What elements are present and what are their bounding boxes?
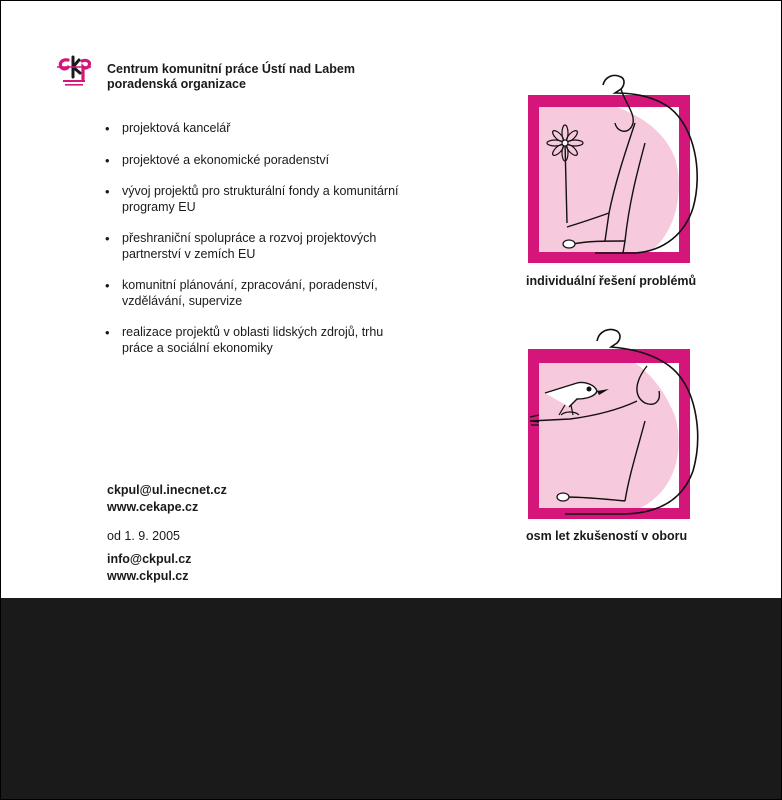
service-item: • vývoj projektů pro strukturální fondy a komunitární programy EU	[105, 184, 415, 215]
valid-from-date: od 1. 9. 2005	[107, 529, 180, 543]
organization-subtitle: poradenská organizace	[107, 77, 246, 91]
web-link-old[interactable]: www.cekape.cz	[107, 500, 199, 514]
caption-bottom: osm let zkušeností v oboru	[526, 529, 688, 543]
service-item: • komunitní plánování, zpracování, poradenství, vzdělávání, supervize	[105, 278, 415, 309]
leaflet-page	[1, 1, 781, 598]
ckp-logo-icon	[54, 55, 94, 91]
organization-name: Centrum komunitní práce Ústí nad Labem	[107, 62, 355, 76]
service-item: • projektová kancelář	[105, 121, 415, 137]
email-link-old[interactable]: ckpul@ul.inecnet.cz	[107, 483, 227, 497]
services-list	[105, 121, 415, 372]
service-item: • projektové a ekonomické poradenství	[105, 153, 415, 169]
organization-header	[107, 62, 355, 92]
service-item: • přeshraniční spolupráce a rozvoj projektových partnerství v zemích EU	[105, 231, 415, 262]
service-item: • realizace projektů v oblasti lidských zdrojů, trhu práce a sociální ekonomiky	[105, 325, 415, 356]
bird-figure-illustration	[525, 321, 707, 526]
contact-new	[107, 551, 191, 585]
flower-figure-illustration	[525, 63, 707, 268]
contact-old	[107, 482, 227, 516]
email-link-new[interactable]: info@ckpul.cz	[107, 552, 192, 566]
web-link-new[interactable]: www.ckpul.cz	[107, 569, 189, 583]
black-band	[1, 598, 781, 799]
caption-top: individuální řešení problémů	[526, 274, 697, 288]
